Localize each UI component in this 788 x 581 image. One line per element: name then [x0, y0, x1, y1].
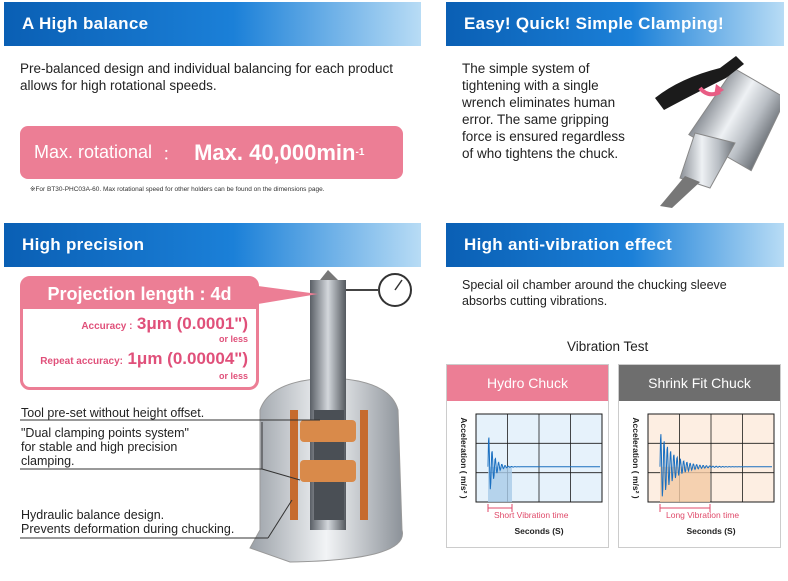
vibration-test-title: Vibration Test: [567, 339, 649, 354]
section-header-precision: High precision: [4, 223, 421, 267]
callout-hydraulic-2: Prevents deformation during chucking.: [21, 522, 235, 536]
callout-dual-clamping-3: clamping.: [21, 454, 75, 468]
callout-preset: Tool pre-set without height offset.: [21, 406, 205, 420]
chart-title-hydro: Hydro Chuck: [447, 365, 608, 401]
repeat-accuracy-value: 1μm (0.00004"): [127, 349, 248, 368]
repeat-or-less: or less: [218, 371, 248, 381]
max-rotational-separator: ：: [162, 143, 181, 164]
chart-title-shrink: Shrink Fit Chuck: [619, 365, 780, 401]
callout-hydraulic-1: Hydraulic balance design.: [21, 508, 165, 522]
clamping-line: tightening with a single: [462, 78, 599, 93]
chart-annotation: Long Vibration time: [666, 510, 740, 520]
hydro-vibration-chart: [447, 401, 608, 547]
chart-ylabel: Acceleration ( m/s² ): [631, 417, 641, 499]
chart-xlabel: Seconds (S): [686, 526, 736, 536]
callout-dual-clamping-1: "Dual clamping points system": [21, 426, 189, 440]
accuracy-label: Accuracy :: [81, 321, 133, 332]
chart-annotation: Short Vibration time: [494, 510, 569, 520]
accuracy-value: 3μm (0.0001"): [136, 314, 248, 333]
clamping-line: force is ensured regardless: [462, 129, 625, 144]
vibration-line: absorbs cutting vibrations.: [462, 294, 608, 308]
chart-ylabel: Acceleration ( m/s² ): [459, 417, 469, 499]
vibration-line: Special oil chamber around the chucking sleeve: [462, 278, 727, 292]
callout-dual-clamping-2: for stable and high precision: [21, 440, 178, 454]
vibration-description: [462, 277, 727, 309]
section-header-vibration: High anti-vibration effect: [446, 223, 784, 267]
chart-panel-shrink: [618, 364, 781, 548]
projection-length-title: Projection length : 4d: [23, 279, 256, 309]
balance-description: Pre-balanced design and individual balancing for each product allows for high rotational speeds.: [20, 61, 394, 93]
section-header-balance: A High balance: [4, 2, 421, 46]
balance-footnote: ※For BT30-PHC03A-60. Max rotational speed for other holders can be found on the dimensions page.: [30, 186, 325, 193]
clamping-line: error. The same gripping: [462, 112, 609, 127]
clamping-line: The simple system of: [462, 61, 590, 76]
chart-xlabel: Seconds (S): [514, 526, 564, 536]
clamping-line: of who tightens the chuck.: [462, 146, 619, 161]
clamping-line: wrench eliminates human: [462, 95, 616, 110]
max-rotational-label: Max. rotational: [34, 142, 153, 162]
section-header-clamping: Easy! Quick! Simple Clamping!: [446, 2, 784, 46]
repeat-accuracy-label: Repeat accuracy:: [40, 356, 124, 367]
max-rotational-value: Max. 40,000min: [194, 139, 356, 165]
shrink-vibration-chart: [619, 401, 780, 547]
max-rotational-sup: -1: [355, 147, 365, 158]
chart-panel-hydro: [446, 364, 609, 548]
accuracy-or-less: or less: [218, 334, 248, 344]
